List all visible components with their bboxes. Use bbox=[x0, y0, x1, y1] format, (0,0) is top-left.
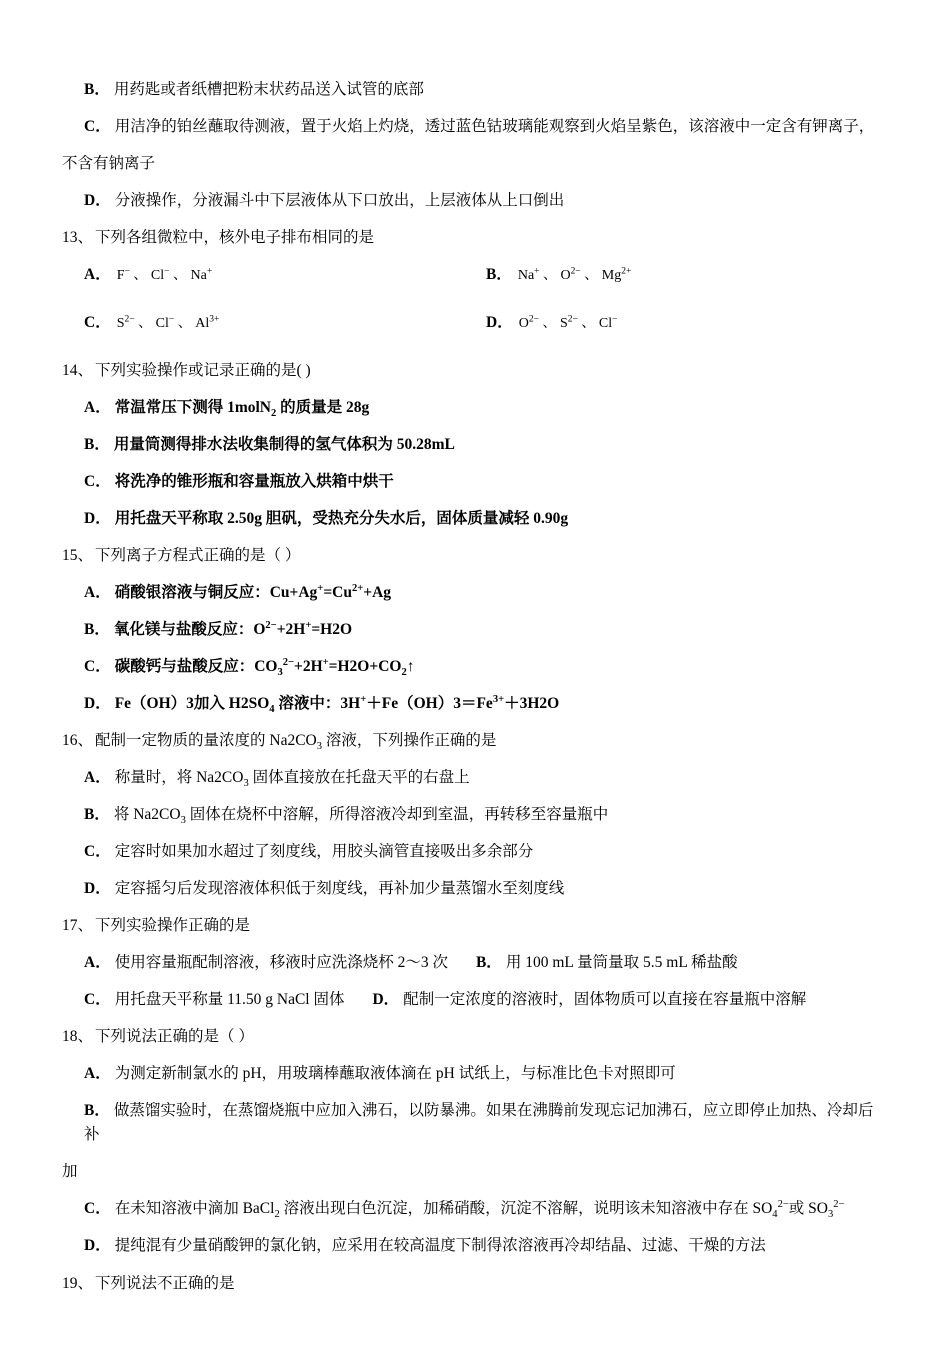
option-text: 用洁净的铂丝蘸取待测液，置于火焰上灼烧，透过蓝色钴玻璃能观察到火焰呈紫色，该溶液中一定含有钾离子， bbox=[114, 118, 875, 136]
option-text: 用托盘天平称量 11.50 g NaCl 固体 bbox=[114, 991, 345, 1009]
option-label: A． bbox=[84, 584, 111, 602]
option-text: 将 $Na2CO_3$ 固体在烧杯中溶解，所得溶液冷却到室温，再转移至容量瓶中 bbox=[113, 806, 609, 827]
option-text: $S^{2-}$ 、 Cl− 、 $Al^{3+}$ bbox=[116, 314, 220, 332]
question-number: 19、 bbox=[62, 1274, 94, 1292]
option-16-C bbox=[62, 840, 888, 864]
option-label: B． bbox=[84, 806, 110, 824]
option-label: C． bbox=[84, 658, 111, 676]
option-text: 用 100 mL 量筒量取 5.5 mL 稀盐酸 bbox=[505, 954, 738, 972]
option-14-B bbox=[62, 433, 888, 457]
option-18-B-continuation: 加 bbox=[62, 1163, 78, 1181]
option-18-D bbox=[62, 1234, 888, 1258]
option-15-D bbox=[62, 692, 888, 716]
question-number: 18、 bbox=[62, 1028, 94, 1046]
question-17 bbox=[62, 914, 888, 938]
option-label: A． bbox=[84, 399, 111, 417]
option-17-row-2 bbox=[62, 988, 888, 1012]
option-label: C． bbox=[84, 843, 111, 861]
option-16-A bbox=[62, 766, 888, 790]
question-15 bbox=[62, 544, 888, 568]
option-label: B． bbox=[486, 266, 512, 284]
question-number: 16、 bbox=[62, 732, 94, 750]
option-label: A． bbox=[84, 1065, 111, 1083]
option-18-B bbox=[62, 1099, 888, 1147]
option-text: 用托盘天平称取 2.50g 胆矾，受热充分失水后，固体质量减轻 0.90g bbox=[114, 510, 569, 528]
question-13 bbox=[62, 226, 888, 250]
option-text: 定容时如果加水超过了刻度线，用胶头滴管直接吸出多余部分 bbox=[114, 843, 534, 861]
option-label: D． bbox=[84, 192, 111, 210]
option-label: A． bbox=[84, 769, 111, 787]
question-19 bbox=[62, 1272, 888, 1296]
option-label: C． bbox=[84, 991, 111, 1009]
option-label: B． bbox=[475, 954, 502, 972]
option-16-B bbox=[62, 803, 888, 827]
option-text: 常温常压下测得 1molN$_2$ 的质量是 28g bbox=[114, 399, 370, 420]
option-14-D bbox=[62, 507, 888, 531]
option-text: 碳酸钙与盐酸反应：$CO_3^{2-}+2H^+=H2O+CO_2↑$ bbox=[114, 657, 415, 679]
option-12-C-continuation: 不含有钠离子 bbox=[62, 155, 156, 173]
option-14-A bbox=[62, 396, 888, 420]
option-label: B． bbox=[84, 621, 110, 639]
option-label: D． bbox=[84, 510, 111, 528]
option-text: 将洗净的锥形瓶和容量瓶放入烘箱中烘干 bbox=[114, 473, 394, 491]
question-text: 下列实验操作或记录正确的是( ) bbox=[95, 362, 311, 380]
option-18-A bbox=[62, 1062, 888, 1086]
option-15-A bbox=[62, 581, 888, 605]
option-text: 在未知溶液中滴加 BaCl$_2$ 溶液出现白色沉淀，加稀硝酸，沉淀不溶解，说明该未知溶液中存在 $SO_4^{2-}$或 $SO_3^{2-}$ bbox=[114, 1199, 845, 1221]
option-label: B． bbox=[84, 81, 110, 98]
question-text: 下列离子方程式正确的是（ ） bbox=[95, 547, 301, 565]
question-18 bbox=[62, 1025, 888, 1049]
option-text: $O^{2-}$ 、 $S^{2-}$ 、 Cl− bbox=[518, 314, 618, 332]
question-14 bbox=[62, 359, 888, 383]
option-label: B． bbox=[84, 1102, 110, 1120]
option-13-B bbox=[486, 263, 888, 287]
option-text: 称量时，将 $Na2CO_3$ 固体直接放在托盘天平的右盘上 bbox=[114, 769, 470, 790]
question-text: 下列实验操作正确的是 bbox=[95, 917, 251, 935]
question-text: 下列说法正确的是（ ） bbox=[95, 1028, 254, 1046]
option-label: C． bbox=[84, 118, 111, 136]
option-label: C． bbox=[84, 314, 111, 332]
option-text: 配制一定浓度的溶液时，固体物质可以直接在容量瓶中溶解 bbox=[403, 991, 807, 1009]
question-number: 13、 bbox=[62, 229, 94, 247]
option-14-C bbox=[62, 470, 888, 494]
option-label: C． bbox=[84, 1200, 111, 1218]
question-number: 17、 bbox=[62, 917, 94, 935]
option-17-row-1 bbox=[62, 951, 888, 975]
option-label: D． bbox=[84, 880, 111, 898]
option-label: D． bbox=[486, 314, 513, 332]
option-13-A bbox=[84, 263, 486, 287]
option-text: 使用容量瓶配制溶液，移液时应洗涤烧杯 2～3 次 bbox=[114, 954, 448, 972]
question-number: 14、 bbox=[62, 362, 94, 380]
option-text: 用量筒测得排水法收集制得的氢气体积为 50.28mL bbox=[113, 436, 455, 454]
option-13-D bbox=[486, 311, 888, 335]
option-text: F− 、 Cl− 、 Na+ bbox=[116, 266, 213, 284]
option-label: D． bbox=[84, 695, 111, 713]
question-text: 下列各组微粒中，核外电子排布相同的是 bbox=[95, 229, 375, 247]
option-label: A． bbox=[84, 954, 111, 972]
option-text: 做蒸馏实验时，在蒸馏烧瓶中应加入沸石，以防暴沸。如果在沸腾前发现忘记加沸石，应立即停止加热、冷却后补 bbox=[84, 1102, 874, 1144]
option-13-C bbox=[84, 311, 486, 335]
question-text: 下列说法不正确的是 bbox=[95, 1274, 235, 1292]
question-text: 配制一定物质的量浓度的 $Na2CO_3$ 溶液，下列操作正确的是 bbox=[95, 732, 497, 753]
question-13-options-row-1 bbox=[62, 263, 888, 287]
option-text: Fe（OH）3加入 $H2SO_4$ 溶液中：$3H^++Fe(OH)3=Fe^{3+}+3H2O$ bbox=[114, 694, 560, 716]
option-label: D． bbox=[372, 991, 400, 1009]
option-15-B bbox=[62, 618, 888, 642]
option-18-C bbox=[62, 1197, 888, 1221]
question-number: 15、 bbox=[62, 547, 94, 565]
option-label: A． bbox=[84, 266, 111, 284]
option-text: 硝酸银溶液与铜反应：$Cu+Ag^+=Cu^{2+}+Ag$ bbox=[114, 583, 392, 602]
option-label: B． bbox=[84, 436, 110, 454]
option-12-B bbox=[62, 78, 888, 102]
option-12-D bbox=[62, 189, 888, 213]
option-text: 定容摇匀后发现溶液体积低于刻度线，再补加少量蒸馏水至刻度线 bbox=[114, 880, 565, 898]
question-13-options-row-2 bbox=[62, 311, 888, 335]
option-text: 氧化镁与盐酸反应：$O^{2-}+2H^+=H2O$ bbox=[113, 620, 353, 639]
option-12-C bbox=[62, 115, 888, 139]
option-text: 用药匙或者纸槽把粉末状药品送入试管的底部 bbox=[113, 81, 424, 98]
option-label: C． bbox=[84, 473, 111, 491]
option-15-C bbox=[62, 655, 888, 679]
option-text: 分液操作，分液漏斗中下层液体从下口放出，上层液体从上口倒出 bbox=[114, 192, 565, 210]
option-label: D． bbox=[84, 1237, 111, 1255]
option-text: Na+ 、 $O^{2-}$ 、 $Mg^{2+}$ bbox=[517, 266, 632, 284]
question-16 bbox=[62, 729, 888, 753]
option-text: 为测定新制氯水的 pH，用玻璃棒蘸取液体滴在 pH 试纸上，与标准比色卡对照即可 bbox=[114, 1065, 676, 1083]
option-16-D bbox=[62, 877, 888, 901]
option-text: 提纯混有少量硝酸钾的氯化钠，应采用在较高温度下制得浓溶液再冷却结晶、过滤、干燥的方法 bbox=[114, 1237, 766, 1255]
